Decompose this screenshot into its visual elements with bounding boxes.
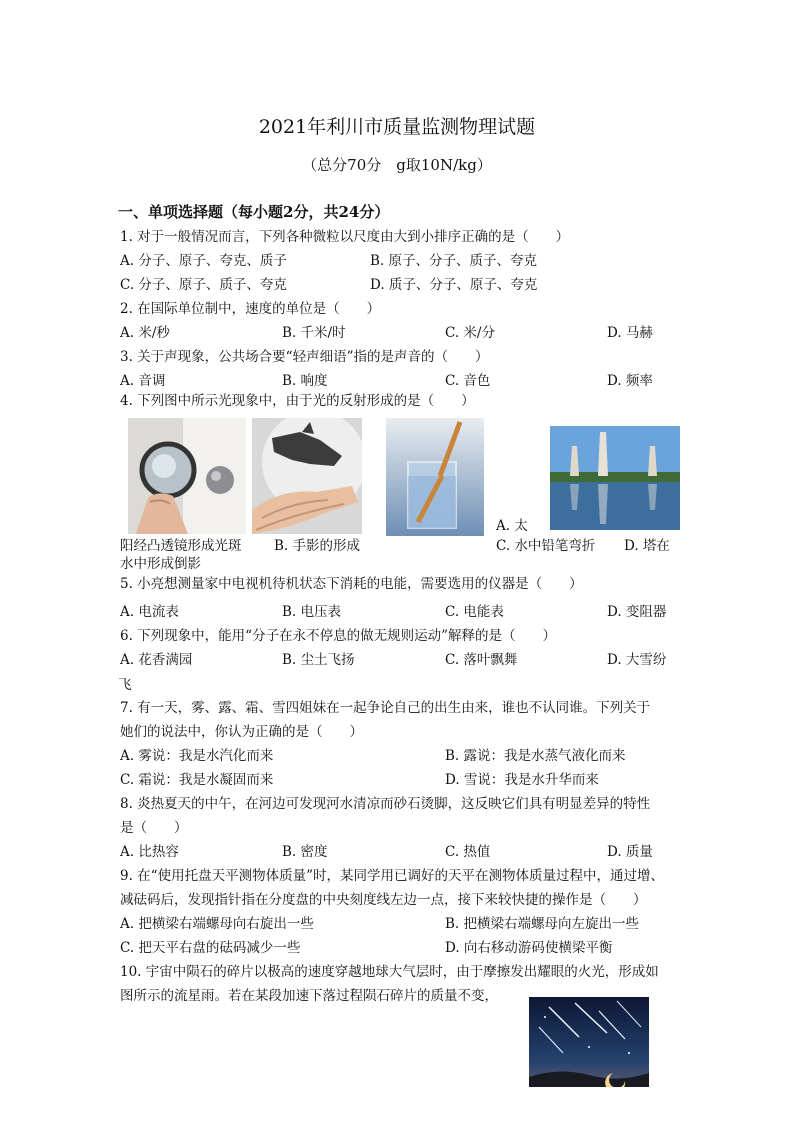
- question-stem-line2: 她们的说法中，你认为正确的是（ ）: [120, 724, 363, 740]
- meteor-shower-picture: [529, 997, 649, 1087]
- option-b: B. 原子、分子、质子、夸克: [370, 253, 538, 269]
- option-d: D. 质子、分子、原子、夸克: [370, 277, 538, 293]
- option-a: A. 音调: [120, 373, 166, 389]
- option-a-text: 阳经凸透镜形成光斑: [120, 538, 242, 554]
- page-subtitle: （总分70分 g取10N/kg）: [302, 156, 492, 174]
- page-title: 2021年利川市质量监测物理试题: [258, 116, 536, 138]
- question-stem-line2: 图所示的流星雨。若在某段加速下落过程陨石碎片的质量不变，: [120, 988, 498, 1004]
- option-d: D. 质量: [607, 844, 653, 860]
- option-c: C. 把天平右盘的砝码减少一些: [120, 940, 301, 956]
- option-d: D. 塔在: [624, 538, 670, 554]
- question-stem: 6. 下列现象中，能用“分子在永不停息的做无规则运动”解释的是（ ）: [120, 628, 556, 644]
- option-d: D. 雪说：我是水升华而来: [445, 772, 599, 788]
- option-b: B. 密度: [282, 844, 328, 860]
- question-stem: 2. 在国际单位制中，速度的单位是（ ）: [120, 301, 381, 317]
- option-d: D. 向右移动游码使横梁平衡: [445, 940, 613, 956]
- option-a: A. 电流表: [120, 604, 179, 620]
- option-c: C. 水中铅笔弯折: [496, 538, 596, 554]
- question-stem-line1: 7. 有一天，雾、露、霜、雪四姐妹在一起争论自己的出生由来，谁也不认同谁。下列关于: [120, 700, 651, 716]
- question-stem: 4. 下列图中所示光现象中，由于光的反射形成的是（ ）: [120, 393, 475, 409]
- question-stem: 5. 小亮想测量家中电视机待机状态下消耗的电能，需要选用的仪器是（ ）: [120, 576, 583, 592]
- option-d: D. 马赫: [607, 325, 653, 341]
- question-stem: 3. 关于声现象，公共场合要“轻声细语”指的是声音的（ ）: [120, 349, 489, 365]
- question-stem-line2: 减砝码后，发现指针指在分度盘的中央刻度线左边一点，接下来较快捷的操作是（ ）: [120, 892, 647, 908]
- option-c: C. 落叶飘舞: [445, 652, 518, 668]
- option-c: C. 霜说：我是水凝固而来: [120, 772, 274, 788]
- option-c: C. 音色: [445, 373, 491, 389]
- question-stem-line1: 8. 炎热夏天的中午，在河边可发现河水清凉而砂石烫脚，这反映它们具有明显差异的特性: [120, 796, 651, 812]
- pencil-in-water-picture: [386, 418, 484, 536]
- option-c: C. 米/分: [445, 325, 495, 341]
- option-d-continued: 水中形成倒影: [120, 556, 201, 572]
- pagoda-reflection-picture: [550, 426, 680, 530]
- option-d-continued: 飞: [118, 677, 132, 693]
- option-b: B. 把横梁右端螺母向左旋出一些: [445, 916, 640, 932]
- option-b: B. 手影的形成: [274, 538, 361, 554]
- option-b: B. 响度: [282, 373, 328, 389]
- option-b: B. 尘土飞扬: [282, 652, 355, 668]
- option-d: D. 频率: [607, 373, 653, 389]
- question-stem-line2: 是（ ）: [120, 820, 188, 836]
- option-b: B. 千米/时: [282, 325, 346, 341]
- option-d: D. 变阻器: [607, 604, 667, 620]
- option-a: A. 米/秒: [120, 325, 170, 341]
- option-b: B. 露说：我是水蒸气液化而来: [445, 748, 626, 764]
- option-a: A. 花香满园: [120, 652, 193, 668]
- question-stem-line1: 9. 在“使用托盘天平测物体质量”时，某同学用已调好的天平在测物体质量过程中，通过增、: [120, 868, 664, 884]
- question-stem: 1. 对于一般情况而言，下列各种微粒以尺度由大到小排序正确的是（ ）: [120, 229, 570, 245]
- option-c: C. 热值: [445, 844, 491, 860]
- section-heading: 一、单项选择题（每小题2分，共24分）: [118, 203, 390, 221]
- option-c: C. 电能表: [445, 604, 504, 620]
- question-stem-line1: 10. 宇宙中陨石的碎片以极高的速度穿越地球大气层时，由于摩擦发出耀眼的火光，形成如: [120, 964, 659, 980]
- option-a: A. 把横梁右端螺母向右旋出一些: [120, 916, 314, 932]
- hand-shadow-picture: [252, 418, 362, 534]
- option-a-prefix: A. 太: [496, 518, 528, 534]
- option-d: D. 大雪纷: [607, 652, 667, 668]
- option-c: C. 分子、原子、质子、夸克: [120, 277, 287, 293]
- magnifier-sun-spot-picture: [128, 418, 246, 534]
- option-a: A. 分子、原子、夸克、质子: [120, 253, 287, 269]
- option-b: B. 电压表: [282, 604, 342, 620]
- option-a: A. 比热容: [120, 844, 179, 860]
- option-a: A. 雾说：我是水汽化而来: [120, 748, 274, 764]
